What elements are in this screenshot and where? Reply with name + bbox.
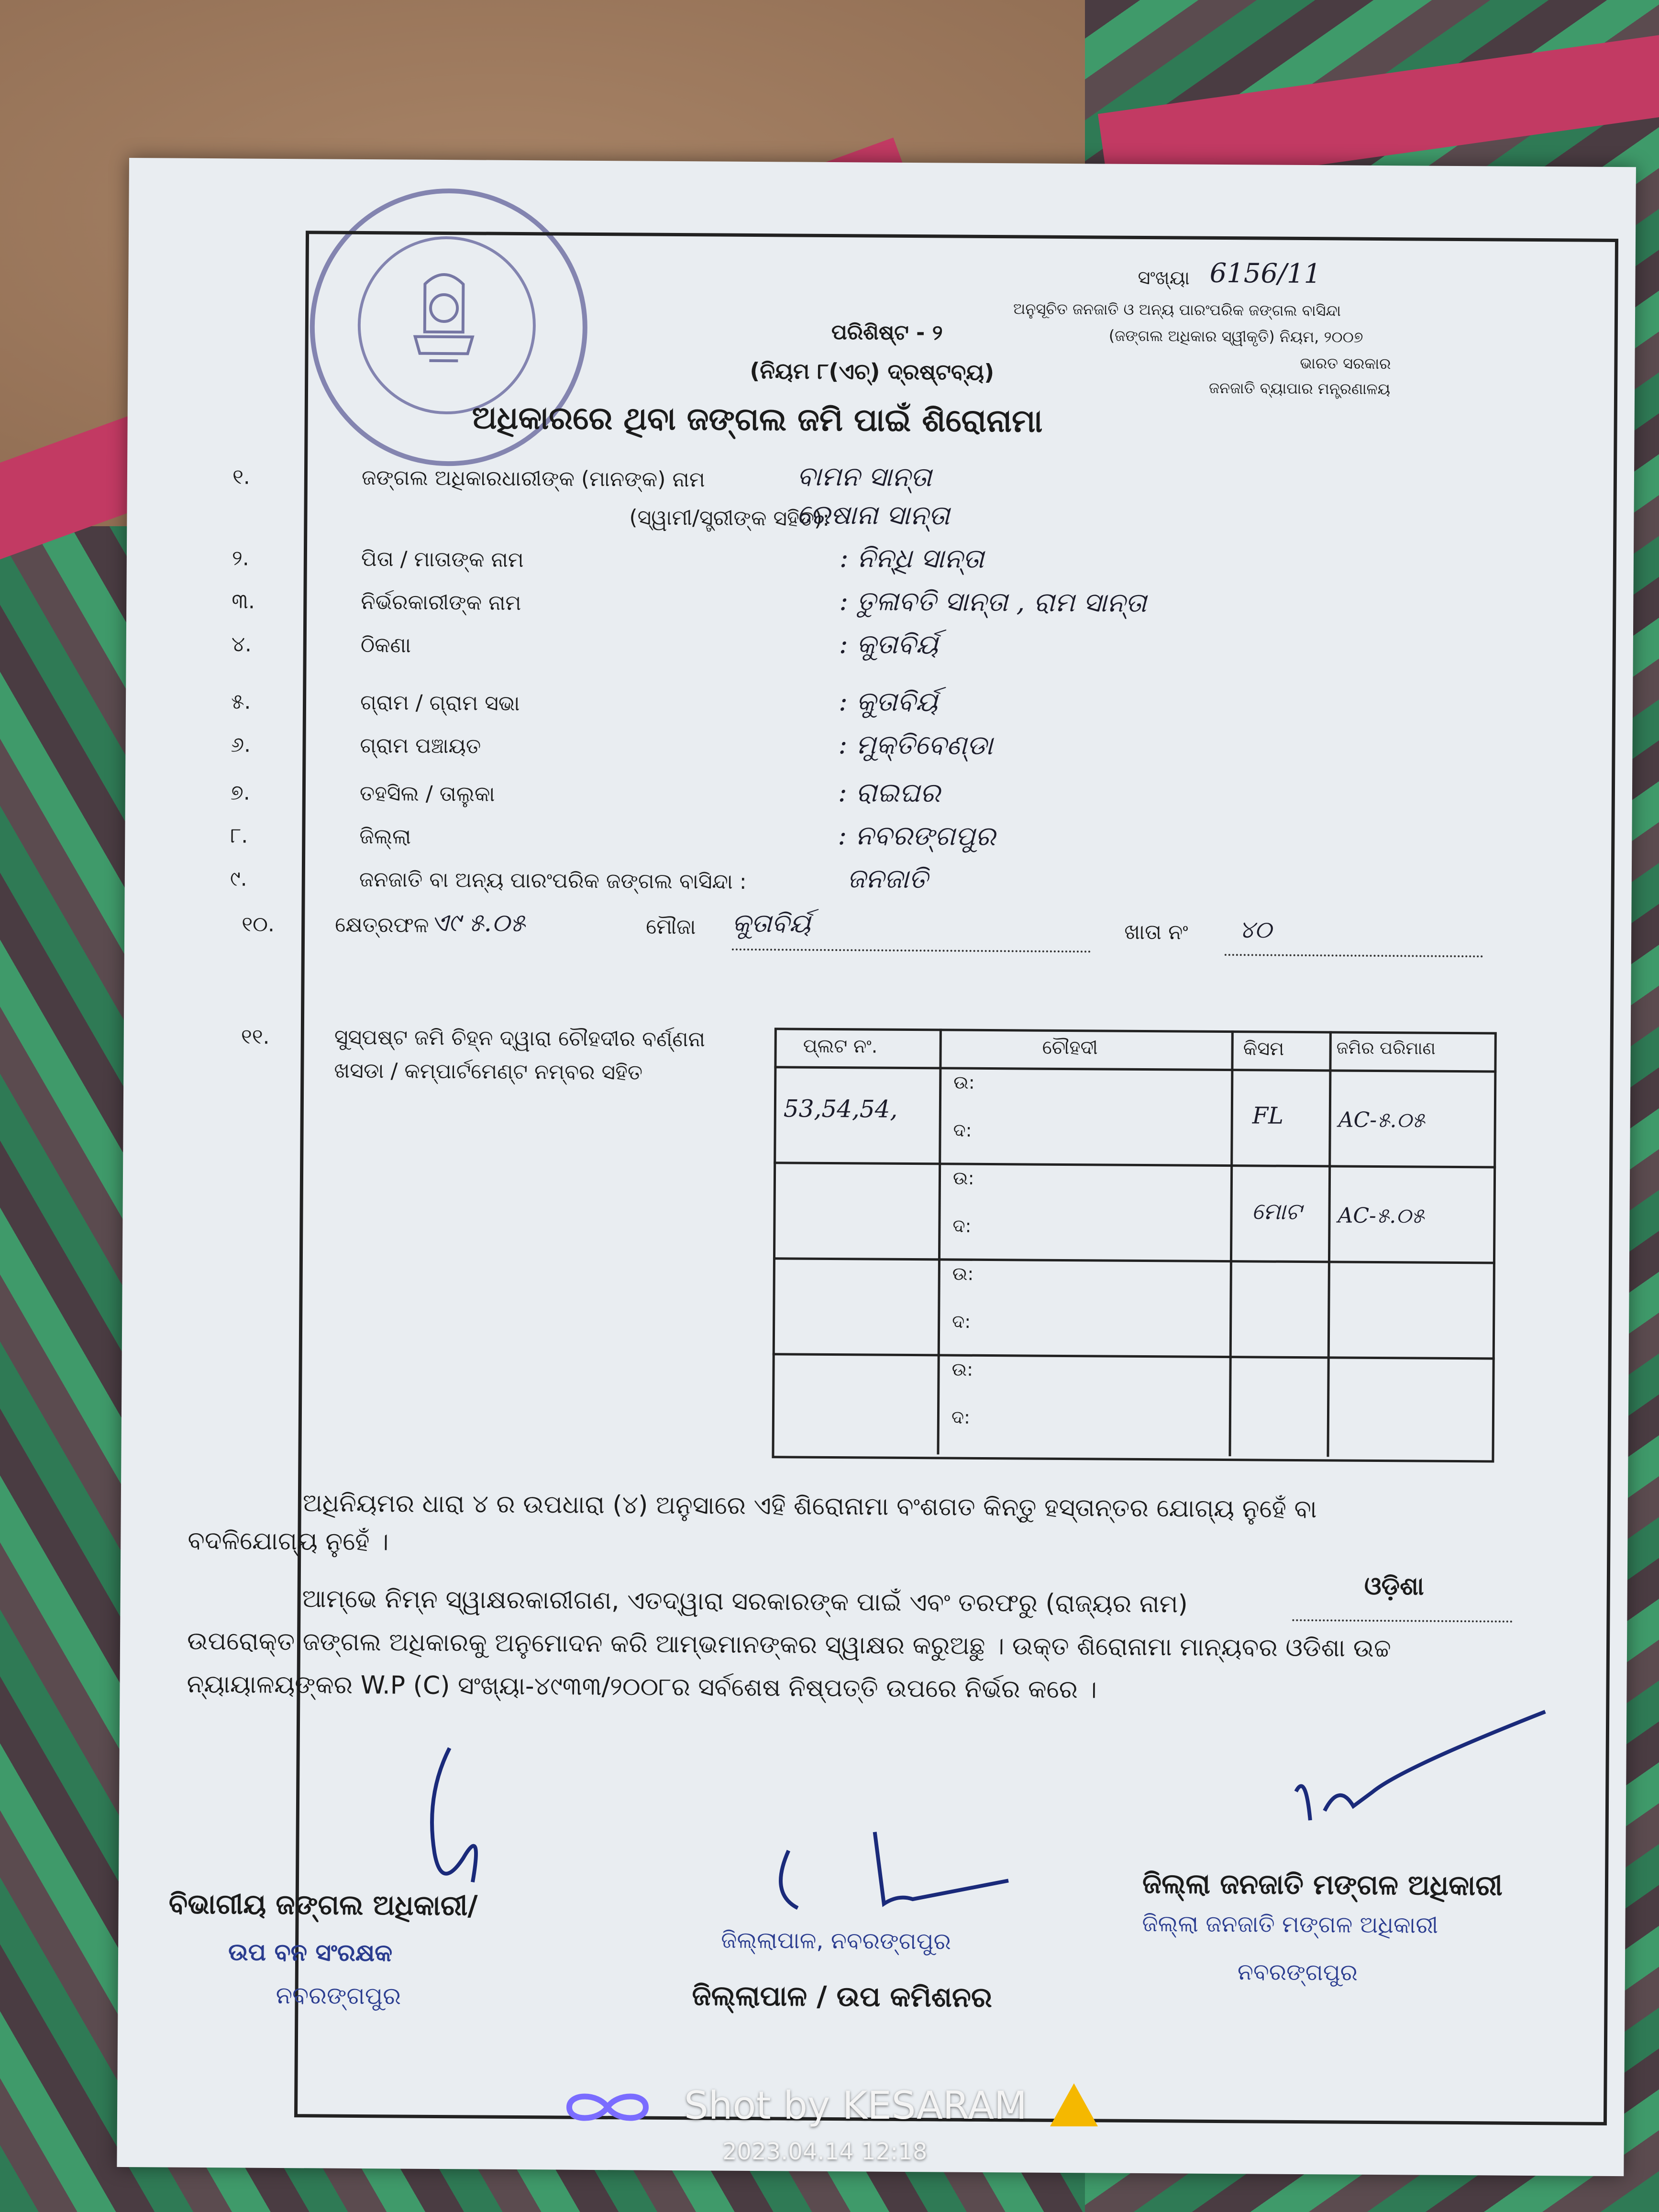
north-label: ଉ: — [952, 1263, 974, 1284]
field-10-number: ୧୦. — [242, 912, 275, 937]
khata-label: ଖାତା ନଂ — [1124, 919, 1188, 945]
field-value: : କୁତାବିର୍ୟ — [839, 629, 938, 661]
act-line-1: ଅନୁସୂଚିତ ଜନଜାତି ଓ ଅନ୍ୟ ପାରଂପରିକ ଜଙ୍ଗଲ ବାସିନ୍ଦା — [1013, 299, 1341, 320]
south-label: ଦ: — [952, 1215, 972, 1237]
clause-para-line-1: ଅଧିନିୟମର ଧାରା ୪ ର ଉପଧାରା (୪) ଅନୁସାରେ ଏହି ଶିରୋନାମା ବଂଶଗତ କିନ୍ତୁ ହସ୍ତାନ୍ତର ଯୋଗ୍ୟ ନୁହେଁ ବା — [302, 1489, 1317, 1524]
compartment-label: ଖସଡା / କମ୍ପାର୍ଟମେଣ୍ଟ ନମ୍ବର ସହିତ — [334, 1058, 643, 1085]
field-number: ୭. — [230, 780, 250, 805]
document-title: ଅଧିକାରରେ ଥିବା ଜଙ୍ଗଲ ଜମି ପାଇଁ ଶିରୋନାମା — [472, 399, 1043, 440]
area-value: AC-୫.୦୫ — [1338, 1203, 1425, 1228]
watermark-text: Shot by KESARAM — [684, 2083, 1027, 2128]
field-label: ଠିକଣା — [360, 632, 411, 658]
approval-para-line-1: ଆମ୍ଭେ ନିମ୍ନ ସ୍ୱାକ୍ଷରକାରୀଗଣ, ଏତଦ୍ୱାରା ସରକାରଙ୍କ ପାଇଁ ଏବଂ ତରଫରୁ (ରାଜ୍ୟର ନାମ) — [302, 1584, 1188, 1619]
field-label: ଜନଜାତି ବା ଅନ୍ୟ ପାରଂପରିକ ଜଙ୍ଗଲ ବାସିନ୍ଦା : — [359, 867, 747, 894]
act-line-4: ଜନଜାତି ବ୍ୟାପାର ମନ୍ତ୍ରଣାଳୟ — [1208, 378, 1391, 398]
header-plot-no: ପ୍ଲଟ ନଂ. — [803, 1035, 878, 1058]
forest-right-certificate — [117, 158, 1636, 2176]
field-11-number: ୧୧. — [241, 1024, 270, 1049]
number-value: 6156/11 — [1209, 257, 1321, 290]
dfo-stamp-designation: ଉପ ବନ ସଂରକ୍ଷକ — [228, 1938, 393, 1967]
field-value: : କୁତାବିର୍ୟ — [838, 686, 938, 718]
collector-stamp: ଜିଲ୍ଲାପାଳ, ନବରଙ୍ଗପୁର — [721, 1926, 951, 1955]
header-boundaries: ଚୌହଦୀ — [1042, 1036, 1098, 1059]
south-label: ଦ: — [952, 1311, 971, 1332]
field-label: ଜଙ୍ଗଲ ଅଧିକାରଧାରୀଙ୍କ (ମାନଙ୍କ) ନାମ — [361, 465, 705, 492]
dfo-title: ବିଭାଗୀୟ ଜଙ୍ଗଲ ଅଧିକାରୀ/ — [168, 1887, 478, 1922]
state-name: ଓଡ଼ିଶା — [1364, 1571, 1424, 1601]
area-value: AC-୫.୦୫ — [1338, 1107, 1425, 1133]
south-label: ଦ: — [953, 1119, 972, 1141]
field-value: : ତୁଳାବତି ସାନ୍ତା , ରାମ ସାନ୍ତା — [839, 586, 1147, 619]
south-label: ଦ: — [951, 1406, 971, 1428]
mouza-value: କୁତାବିର୍ୟ — [732, 907, 811, 939]
mouza-label: ମୌଜା — [646, 914, 696, 940]
signature-dfo — [339, 1738, 531, 1911]
north-label: ଉ: — [951, 1359, 973, 1380]
signature-dtwo — [1277, 1696, 1565, 1841]
field-number: ୧. — [232, 465, 251, 489]
plot-number: 53,54,54, — [783, 1095, 898, 1123]
warning-icon — [1050, 2083, 1098, 2126]
kisam-value: ମୋଟ — [1251, 1198, 1302, 1226]
number-label: ସଂଖ୍ୟା — [1138, 266, 1190, 289]
field-value: : ନବରଙ୍ଗପୁର — [838, 820, 996, 852]
north-label: ଉ: — [953, 1072, 975, 1093]
field-number: ୬. — [231, 732, 251, 757]
boundary-table — [772, 1028, 1496, 1462]
dfo-stamp-place: ନବରଙ୍ଗପୁର — [276, 1981, 401, 2010]
dtwo-stamp-designation: ଜିଲ୍ଲା ଜନଜାତି ମଙ୍ଗଳ ଅଧିକାରୀ — [1142, 1910, 1438, 1939]
field-value: : ନିନ୍ଧି ସାନ୍ତା — [839, 542, 984, 575]
field-value: : ମୁକ୍ତିବେଣ୍ଡା — [838, 729, 993, 762]
act-line-2: (ଜଙ୍ଗଲ ଅଧିକାର ସ୍ୱୀକୃତି) ନିୟମ, ୨୦୦୭ — [1108, 326, 1363, 346]
watermark-timestamp: 2023.04.14 12:18 — [722, 2138, 928, 2165]
approval-para-line-2: ଉପରୋକ୍ତ ଜଙ୍ଗଲ ଅଧିକାରକୁ ଅନୁମୋଦନ କରି ଆମ୍ଭମାନଙ୍କର ସ୍ୱାକ୍ଷର କରୁଅଛୁ । ଉକ୍ତ ଶିରୋନାମା ମାନ୍ୟବର ଓଡିଶା ଉଚ୍ଚ — [187, 1626, 1391, 1663]
field-label: ନିର୍ଭରକାରୀଙ୍କ ନାମ — [361, 589, 521, 616]
area-value: ଏ୯ ୫.୦୫ — [431, 908, 526, 938]
field-label: (ସ୍ୱାମୀ/ସ୍ତ୍ରୀଙ୍କ ସହିତ): — [629, 505, 830, 531]
field-number: ୫. — [231, 689, 251, 714]
field-number: ୯. — [230, 866, 247, 891]
rule-reference: (ନିୟମ ୮(ଏଚ୍) ଦ୍ରଷ୍ଟବ୍ୟ) — [750, 357, 995, 386]
field-value: ରେଷାନା ସାନ୍ତା — [796, 499, 950, 531]
dtwo-stamp-place: ନବରଙ୍ଗପୁର — [1237, 1958, 1358, 1986]
field-value: ବାମନ ସାନ୍ତା — [796, 461, 932, 493]
north-label: ଉ: — [952, 1167, 974, 1189]
boundary-description-label: ସୁସ୍ପଷ୍ଟ ଜମି ଚିହ୍ନ ଦ୍ୱାରା ଚୌହଦୀର ବର୍ଣ୍ଣନା — [334, 1025, 706, 1052]
dtwo-title: ଜିଲ୍ଲା ଜନଜାତି ମଙ୍ଗଳ ଅଧିକାରୀ — [1142, 1867, 1503, 1902]
field-label: ଜିଲ୍ଲା — [359, 824, 411, 849]
field-number: ୮. — [230, 823, 248, 848]
kisam-value: FL — [1252, 1102, 1284, 1129]
field-label: ଗ୍ରାମ ପଞ୍ଚାୟତ — [360, 733, 481, 759]
area-label: କ୍ଷେତ୍ରଫଳ — [335, 912, 429, 938]
field-number: ୨. — [232, 546, 249, 571]
header-land-area: ଜମିର ପରିମାଣ — [1336, 1038, 1436, 1059]
field-number: ୩. — [232, 589, 255, 614]
approval-para-line-3: ନ୍ୟାୟାଳୟଙ୍କର W.P (C) ସଂଖ୍ୟା-୪୯୩୩/୨୦୦୮ର ସର୍ବଶେଷ ନିଷ୍ପତ୍ତି ଉପରେ ନିର୍ଭର କରେ । — [187, 1670, 1097, 1704]
clause-para-line-2: ବଦଳିଯୋଗ୍ୟ ନୁହେଁ । — [188, 1526, 389, 1557]
field-label: ପିତା / ମାତାଙ୍କ ନାମ — [361, 546, 524, 573]
header-kisam: କିସମ — [1243, 1038, 1284, 1060]
field-label: ତହସିଲ / ତାଲୁକା — [359, 781, 495, 807]
field-value: ଜନଜାତି — [847, 863, 928, 895]
collector-title: ଜିଲ୍ଲାପାଳ / ଉପ କମିଶନର — [692, 1979, 993, 2014]
appendix-label: ପରିଶିଷ୍ଟ - ୨ — [831, 320, 943, 345]
field-number: ୪. — [231, 632, 252, 657]
infinity-logo-icon — [555, 2086, 660, 2129]
khata-value: ୪୦ — [1239, 916, 1272, 944]
field-value: : ରାଇଘର — [838, 777, 940, 809]
act-line-3: ଭାରତ ସରକାର — [1300, 354, 1391, 373]
field-label: ଗ୍ରାମ / ଗ୍ରାମ ସଭା — [360, 690, 520, 716]
